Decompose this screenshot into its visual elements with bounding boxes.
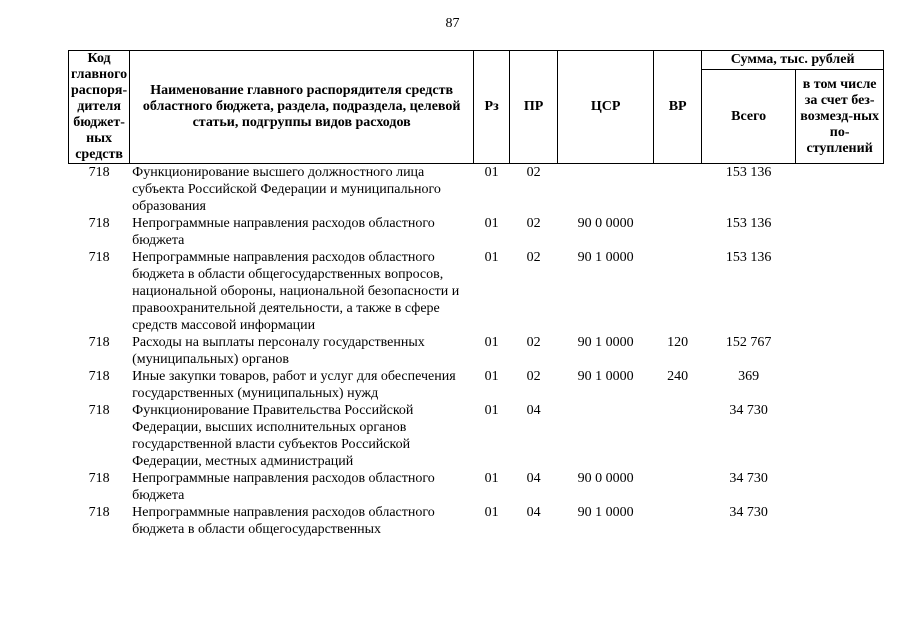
cell-total: 34 730: [729, 471, 768, 486]
cell-including: [796, 504, 884, 538]
cell-pr: 02: [526, 335, 541, 350]
cell-code: 718: [88, 216, 110, 231]
cell-pr: 02: [526, 216, 541, 231]
cell-vr: [654, 215, 702, 249]
table-row: [69, 368, 884, 402]
cell-name: Непрограммные направления расходов областного бюджета: [132, 216, 435, 248]
cell-csr: 90 0 0000: [577, 216, 634, 231]
header-including: в том числе за счет без-возмезд-ных по-ступлений: [796, 70, 884, 164]
cell-pr: 04: [526, 471, 541, 486]
cell-pr: 02: [526, 165, 541, 180]
cell-rz: 01: [484, 403, 499, 418]
cell-csr: 90 0 0000: [577, 471, 634, 486]
cell-vr: [654, 249, 702, 334]
cell-total: 153 136: [725, 165, 772, 180]
cell-including: [796, 402, 884, 470]
cell-total: 153 136: [725, 250, 772, 265]
cell-name: Непрограммные направления расходов областного бюджета: [132, 471, 435, 503]
header-pr: ПР: [510, 51, 558, 164]
cell-code: 718: [88, 403, 110, 418]
cell-total: 34 730: [729, 403, 768, 418]
header-rz: Рз: [474, 51, 510, 164]
cell-rz: 01: [484, 369, 499, 384]
table-row: [69, 334, 884, 368]
cell-total: 34 730: [729, 505, 768, 520]
cell-name: Иные закупки товаров, работ и услуг для обеспечения государственных (муниципальных) нужд: [132, 369, 456, 401]
cell-vr: 240: [667, 369, 689, 384]
cell-pr: 04: [526, 505, 541, 520]
cell-including: [796, 470, 884, 504]
table-row: [69, 215, 884, 249]
table-row: [69, 504, 884, 538]
cell-code: 718: [88, 369, 110, 384]
cell-vr: [654, 164, 702, 216]
cell-code: 718: [88, 471, 110, 486]
cell-total: 369: [738, 369, 760, 384]
table-row: [69, 402, 884, 470]
cell-vr: [654, 504, 702, 538]
cell-name: Непрограммные направления расходов областного бюджета в области общегосударственных вопросов, национальной обороны, национальной безопасности и правоохранительной деятельности, а также в сфере средств массовой информации: [132, 250, 460, 333]
cell-code: 718: [88, 505, 110, 520]
cell-name: Непрограммные направления расходов областного бюджета в области общегосударственных: [132, 505, 435, 537]
cell-including: [796, 215, 884, 249]
cell-rz: 01: [484, 505, 499, 520]
header-total: Всего: [702, 70, 796, 164]
header-csr: ЦСР: [558, 51, 654, 164]
cell-pr: 04: [526, 403, 541, 418]
cell-code: 718: [88, 165, 110, 180]
cell-csr: 90 1 0000: [577, 335, 634, 350]
cell-rz: 01: [484, 335, 499, 350]
cell-csr: 90 1 0000: [577, 369, 634, 384]
cell-name: Функционирование Правительства Российской Федерации, высших исполнительных органов государственной власти субъектов Российской Федерации, местных администраций: [132, 403, 414, 469]
cell-csr: [558, 164, 654, 216]
cell-csr: [558, 402, 654, 470]
cell-name: Расходы на выплаты персоналу государственных (муниципальных) органов: [132, 335, 425, 367]
cell-rz: 01: [484, 216, 499, 231]
cell-code: 718: [88, 335, 110, 350]
cell-including: [796, 334, 884, 368]
cell-pr: 02: [526, 250, 541, 265]
cell-rz: 01: [484, 250, 499, 265]
table-row: [69, 470, 884, 504]
header-row-1: [69, 51, 884, 70]
budget-table: [68, 50, 884, 538]
table-body: [69, 164, 884, 539]
cell-csr: 90 1 0000: [577, 505, 634, 520]
cell-rz: 01: [484, 471, 499, 486]
table-row: [69, 249, 884, 334]
cell-including: [796, 368, 884, 402]
cell-vr: 120: [667, 335, 689, 350]
cell-total: 153 136: [725, 216, 772, 231]
cell-rz: 01: [484, 165, 499, 180]
table-row: [69, 164, 884, 216]
cell-pr: 02: [526, 369, 541, 384]
page-number: 87: [445, 16, 460, 31]
cell-code: 718: [88, 250, 110, 265]
cell-vr: [654, 402, 702, 470]
header-sum: Сумма, тыс. рублей: [702, 51, 884, 70]
header-vr: ВР: [654, 51, 702, 164]
header-code: Код главного распоря-дителя бюджет-ных средств: [69, 51, 130, 164]
cell-including: [796, 249, 884, 334]
cell-csr: 90 1 0000: [577, 250, 634, 265]
cell-vr: [654, 470, 702, 504]
cell-including: [796, 164, 884, 216]
cell-name: Функционирование высшего должностного лица субъекта Российской Федерации и муниципального образования: [132, 165, 441, 214]
cell-total: 152 767: [725, 335, 772, 350]
header-name: Наименование главного распорядителя средств областного бюджета, раздела, подраздела, целевой статьи, подгруппы видов расходов: [130, 51, 474, 164]
